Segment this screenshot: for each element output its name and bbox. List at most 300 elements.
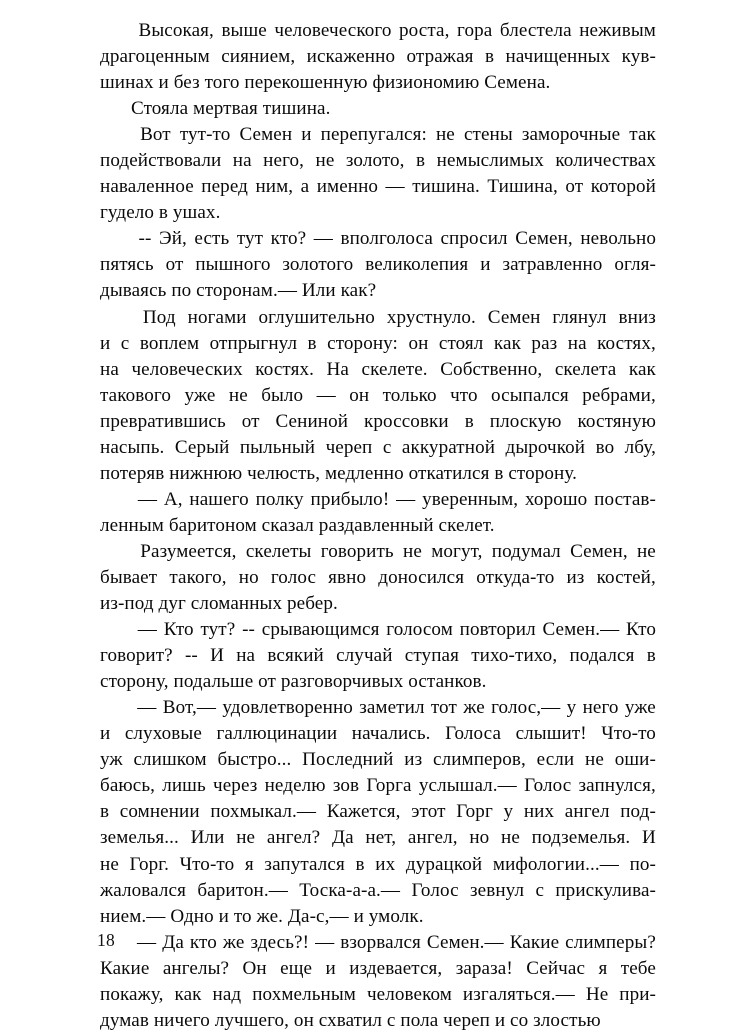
word: И <box>210 645 224 667</box>
text-line <box>100 357 656 383</box>
word: с <box>120 332 130 354</box>
word: через <box>213 775 258 797</box>
word: мифологии...— <box>492 853 619 875</box>
paragraph-indent <box>100 226 131 252</box>
word: но <box>469 827 490 849</box>
word: отпрыгнул <box>209 332 298 354</box>
word: ним, <box>255 176 294 198</box>
word: сиянием, <box>221 46 296 68</box>
word: из <box>566 566 585 588</box>
word: — <box>396 488 416 510</box>
text-line <box>100 487 656 513</box>
word: как <box>493 332 521 354</box>
word: покажу, <box>100 983 164 1005</box>
word: заметил <box>359 697 425 719</box>
word: перед <box>201 176 248 198</box>
text-line: сторону, подальше от разговорчивых останков. <box>100 671 487 693</box>
text-line <box>100 252 656 278</box>
text-line: нием.— Одно и то же. Да-с,— и умолк. <box>100 905 424 927</box>
word: Семен.— <box>542 619 620 641</box>
word: — <box>137 488 158 510</box>
word: именно <box>316 176 379 198</box>
word: воплем <box>139 332 200 354</box>
word: бывает <box>100 566 158 588</box>
word: немыслимых <box>436 150 544 172</box>
word: такого, <box>169 566 227 588</box>
word: гора <box>457 20 493 41</box>
word: не <box>403 540 422 562</box>
text-line: шинах и без того перекошенную физиономию Семена. <box>100 72 551 94</box>
paragraph-indent <box>100 305 131 331</box>
word: Тоска-а-а.— <box>299 879 401 901</box>
text-line <box>100 122 656 148</box>
word: Что-то <box>179 853 235 875</box>
word: тебе <box>620 957 656 979</box>
word: Сейчас <box>526 957 586 979</box>
word: затравленно <box>502 254 603 276</box>
word: как <box>628 358 656 380</box>
text-line <box>100 643 656 669</box>
word: -- <box>184 645 198 667</box>
word: слимперов, <box>433 749 526 771</box>
word: земелья... <box>100 827 179 849</box>
word: если <box>536 749 575 771</box>
text-line: гудело в ушах. <box>100 202 221 224</box>
word: в <box>416 150 426 172</box>
word: вниз <box>618 306 656 328</box>
word: -- <box>242 619 255 641</box>
word: не <box>636 540 656 562</box>
word: похмыкал.— <box>210 801 317 823</box>
word: запнулся, <box>578 775 656 797</box>
text-line <box>100 956 656 982</box>
text-line <box>100 747 656 773</box>
text-line <box>100 930 656 956</box>
word: на <box>567 332 587 354</box>
word: этот <box>411 801 446 823</box>
word: которой <box>590 176 656 198</box>
word: осыпался <box>491 384 569 406</box>
word: на <box>100 358 119 380</box>
word: и <box>480 254 491 276</box>
text-line <box>100 539 656 565</box>
word: подземелья. <box>531 827 631 849</box>
word: аккуратной <box>401 436 496 458</box>
word: костях. <box>255 358 314 380</box>
word: Семен, <box>570 540 628 562</box>
word: постав- <box>594 488 656 510</box>
word: нет, <box>365 827 397 849</box>
word: в <box>464 410 474 432</box>
word: человеком <box>366 983 452 1005</box>
word: с <box>535 879 545 901</box>
word: искаженно <box>306 46 396 68</box>
word: Какие <box>100 957 150 979</box>
word: тут <box>236 228 264 250</box>
word: отражая <box>406 46 474 68</box>
word: Да <box>162 931 184 953</box>
word: уже <box>624 697 656 719</box>
word: кто? <box>270 228 307 250</box>
word: Голос <box>411 879 459 901</box>
word: хрустнуло. <box>386 306 476 328</box>
word: великолепия <box>365 254 469 276</box>
text-line: ленным баритоном сказал раздавленный скелет. <box>100 514 495 536</box>
text-line <box>100 226 656 252</box>
word: них <box>523 801 555 823</box>
word: — <box>316 384 336 406</box>
word: явно <box>328 566 367 588</box>
word: я <box>244 853 254 875</box>
word: спросил <box>440 228 508 250</box>
word: заморочные <box>521 124 621 146</box>
paragraph <box>100 96 656 122</box>
paragraph-indent <box>100 122 131 148</box>
word: уж <box>100 749 123 771</box>
word: в <box>307 332 317 354</box>
word: Семен <box>487 306 541 328</box>
word: от <box>165 254 184 276</box>
word: было <box>261 384 304 406</box>
word: тут-то <box>179 124 231 146</box>
word: драгоценным <box>100 46 210 68</box>
word: кто <box>189 931 217 953</box>
word: И <box>642 827 656 849</box>
word: и <box>325 957 336 979</box>
paragraph <box>100 487 656 539</box>
word: не <box>501 827 520 849</box>
word: на <box>232 150 252 172</box>
word: Голос <box>524 775 572 797</box>
word: подался <box>569 645 635 667</box>
word: из <box>404 749 423 771</box>
word: над <box>212 983 242 1005</box>
word: скелета <box>554 358 617 380</box>
word: уже <box>184 384 216 406</box>
paragraph-indent <box>100 695 131 721</box>
word: Горга <box>366 775 412 797</box>
text-line <box>100 435 656 461</box>
word: и <box>100 332 111 354</box>
word: слимперы? <box>565 931 656 953</box>
word: плоскую <box>489 410 562 432</box>
text-line: потеряв нижнюю челюсть, медленно откатился в сторону. <box>100 462 577 484</box>
word: костяную <box>577 410 656 432</box>
word: начались. <box>351 723 431 745</box>
word: в <box>355 853 365 875</box>
word: Или <box>190 827 225 849</box>
word: он <box>408 332 429 354</box>
word: с <box>382 436 392 458</box>
word: по- <box>629 853 656 875</box>
word: баюсь, <box>100 775 156 797</box>
word: запутался <box>264 853 345 875</box>
word: Горг <box>456 801 493 823</box>
word: Высокая, <box>138 20 214 41</box>
text-line <box>100 383 656 409</box>
word: говорит? <box>100 645 173 667</box>
text-line <box>100 18 656 44</box>
text-line <box>100 721 656 747</box>
word: есть <box>194 228 230 250</box>
word: превратившись <box>100 410 226 432</box>
word: ангел, <box>407 827 458 849</box>
paragraph <box>100 305 656 487</box>
word: — <box>137 697 157 719</box>
word: оши- <box>614 749 656 771</box>
word: еще <box>280 957 313 979</box>
word: кроссовки <box>364 410 449 432</box>
word: Кажется, <box>326 801 401 823</box>
word: начищенных <box>505 46 611 68</box>
word: не <box>236 827 256 849</box>
word: золото, <box>345 150 405 172</box>
paragraph <box>100 18 656 96</box>
word: такового <box>100 384 172 406</box>
word: раз <box>531 332 558 354</box>
word: вполголоса <box>340 228 433 250</box>
word: доносился <box>378 566 465 588</box>
word: при- <box>619 983 656 1005</box>
paragraph <box>100 930 656 1034</box>
word: Последний <box>302 749 394 771</box>
paragraph <box>100 539 656 617</box>
word: от <box>565 176 584 198</box>
word: Собственно, <box>440 358 543 380</box>
word: не <box>435 124 455 146</box>
word: — <box>315 931 335 953</box>
word: тот <box>430 697 457 719</box>
word: же <box>463 697 485 719</box>
word: Разумеется, <box>140 540 237 562</box>
word: пышного <box>195 254 271 276</box>
word: не <box>585 749 604 771</box>
word: стены <box>463 124 513 146</box>
word: их <box>375 853 396 875</box>
word: прибыло! <box>310 488 390 510</box>
paragraph-indent <box>100 617 131 643</box>
word: роста, <box>399 20 450 41</box>
text-line: дываясь по сторонам.— Или как? <box>100 280 377 302</box>
word: не <box>315 150 335 172</box>
text-line <box>100 825 656 851</box>
word: сомнении <box>119 801 200 823</box>
word: в <box>484 46 495 68</box>
word: Не <box>585 983 609 1005</box>
text-line: из-под дуг сломанных ребер. <box>100 593 338 615</box>
word: голос,— <box>491 697 561 719</box>
word: количествах <box>555 150 656 172</box>
word: огля- <box>614 254 656 276</box>
word: перепугался: <box>320 124 427 146</box>
word: лишь <box>162 775 206 797</box>
word: подумал <box>491 540 561 562</box>
word: всякий <box>267 645 324 667</box>
word: и <box>301 124 312 146</box>
word: него, <box>263 150 305 172</box>
word: откуда-то <box>476 566 555 588</box>
word: издевается, <box>349 957 443 979</box>
word: тишина. <box>412 176 480 198</box>
word: только <box>382 384 437 406</box>
word: слуховые <box>124 723 202 745</box>
word: Он <box>242 957 267 979</box>
word: человеческих <box>131 358 243 380</box>
word: пыльный <box>239 436 316 458</box>
page-number: 18 <box>97 930 116 950</box>
word: под- <box>620 801 656 823</box>
word: же <box>222 931 245 953</box>
word: — <box>385 176 405 198</box>
word: — <box>137 619 157 641</box>
word: блестела <box>499 20 572 41</box>
word: дырочкой <box>505 436 586 458</box>
text-line <box>100 617 656 643</box>
word: на <box>236 645 256 667</box>
word: Вот <box>140 124 171 146</box>
word: лбу, <box>624 436 656 458</box>
text-line <box>100 982 656 1008</box>
word: золотого <box>282 254 354 276</box>
word: На <box>326 358 349 380</box>
word: пятясь <box>100 254 154 276</box>
paragraph <box>100 226 656 304</box>
word: неделю <box>264 775 326 797</box>
word: ребрами, <box>582 384 656 406</box>
word: изгаляться.— <box>462 983 575 1005</box>
word: Под <box>142 306 176 328</box>
text-line <box>100 878 656 904</box>
text-line <box>100 148 656 174</box>
word: зевнул <box>470 879 525 901</box>
paragraph-indent <box>100 18 131 44</box>
word: голосом <box>386 619 453 641</box>
word: срывающимся <box>261 619 380 641</box>
word: скелете. <box>361 358 428 380</box>
word: — <box>313 228 333 250</box>
text-line: Стояла мертвая тишина. <box>131 98 331 120</box>
word: в <box>646 645 656 667</box>
word: слишком <box>133 749 207 771</box>
word: во <box>595 436 615 458</box>
word: Горг. <box>129 853 169 875</box>
word: зов <box>332 775 360 797</box>
word: не <box>228 384 248 406</box>
word: неживым <box>579 20 656 41</box>
word: тут? <box>200 619 236 641</box>
word: оглушительно <box>258 306 375 328</box>
word: дурацкой <box>405 853 483 875</box>
word: -- <box>138 228 152 250</box>
text-line <box>100 799 656 825</box>
word: похмельным <box>252 983 356 1005</box>
word: жаловался <box>100 879 187 901</box>
word: от <box>241 410 260 432</box>
word: хорошо <box>525 488 588 510</box>
word: череп <box>325 436 373 458</box>
word: скелеты <box>245 540 312 562</box>
word: галлюцинации <box>216 723 338 745</box>
text-line <box>100 409 656 435</box>
word: Какие <box>509 931 560 953</box>
word: ступая <box>404 645 459 667</box>
word: тихо-тихо, <box>471 645 558 667</box>
text-line <box>100 695 656 721</box>
word: могут, <box>431 540 483 562</box>
text-line: думав ничего лучшего, он схватил с пола череп и со злостью <box>100 1009 601 1031</box>
word: Семен, <box>515 228 573 250</box>
word: случай <box>336 645 393 667</box>
word: него <box>582 697 619 719</box>
word: — <box>137 931 157 953</box>
text-line <box>100 331 656 357</box>
word: Эй, <box>158 228 187 250</box>
word: сторону: <box>327 332 398 354</box>
word: ногами <box>187 306 247 328</box>
word: ангел <box>564 801 610 823</box>
word: Кто <box>626 619 656 641</box>
paragraph <box>100 617 656 695</box>
text-line <box>100 852 656 878</box>
word: Голоса <box>445 723 502 745</box>
word: я <box>598 957 608 979</box>
word: Сениной <box>275 410 349 432</box>
word: невольно <box>580 228 656 250</box>
word: зараза! <box>455 957 513 979</box>
word: баритон.— <box>197 879 288 901</box>
word: слышит! <box>515 723 587 745</box>
word: Тишина, <box>487 176 558 198</box>
text-line <box>100 44 656 70</box>
word: уверенным, <box>422 488 519 510</box>
word: так <box>629 124 656 146</box>
word: удовлетворенно <box>222 697 353 719</box>
word: кув- <box>621 46 656 68</box>
text-line <box>100 174 656 200</box>
word: ангел? <box>266 827 321 849</box>
page-text-block <box>100 18 656 1034</box>
word: костей, <box>596 566 656 588</box>
word: здесь?! <box>250 931 310 953</box>
word: быстро... <box>217 749 292 771</box>
word: Семен.— <box>426 931 504 953</box>
word: как <box>174 983 202 1005</box>
paragraph-indent <box>100 539 131 565</box>
paragraph <box>100 695 656 929</box>
word: говорить <box>320 540 394 562</box>
paragraph <box>100 122 656 226</box>
word: он <box>349 384 370 406</box>
word: услышал.— <box>418 775 517 797</box>
word: выше <box>221 20 267 41</box>
word: глянул <box>552 306 607 328</box>
word: повторил <box>459 619 536 641</box>
word: ангелы? <box>162 957 230 979</box>
word: взорвался <box>340 931 421 953</box>
text-line <box>100 565 656 591</box>
text-line <box>100 773 656 799</box>
word: Серый <box>174 436 230 458</box>
word: голос <box>270 566 317 588</box>
word: полку <box>255 488 304 510</box>
word: в <box>100 801 110 823</box>
word: А, <box>163 488 183 510</box>
word: не <box>100 853 119 875</box>
word: что <box>450 384 478 406</box>
word: нашего <box>189 488 249 510</box>
word: а <box>300 176 310 198</box>
word: Вот,— <box>162 697 217 719</box>
